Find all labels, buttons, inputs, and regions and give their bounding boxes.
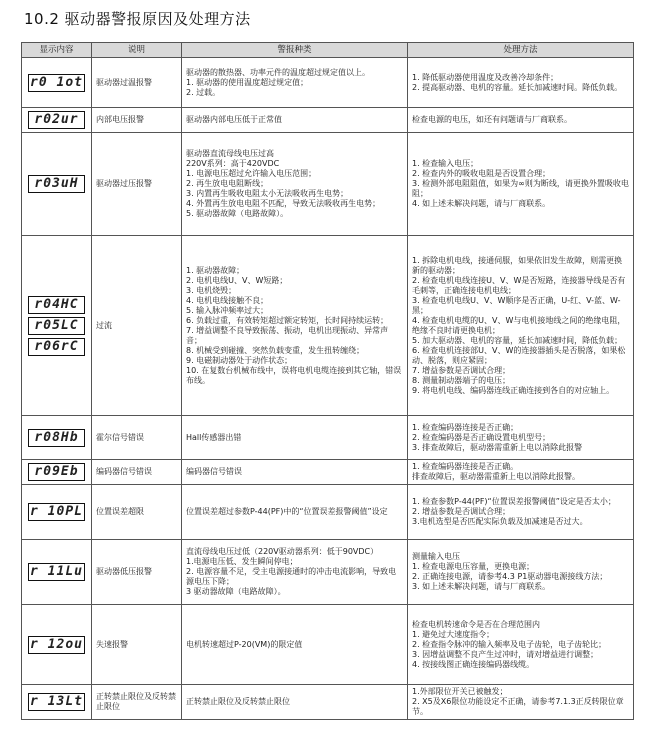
alarm-code: r 13Lt <box>28 693 85 711</box>
text-line: 2. X5及X6限位功能设定不正确，请参考7.1.3正反转限位章节。 <box>412 697 624 716</box>
alarm-code: r06rC <box>28 338 85 356</box>
alarm-code: r08Hb <box>28 429 85 447</box>
table-row <box>22 236 634 416</box>
text-line: 2. 正确连接电源，请参考4.3 P1驱动器电源接线方法； <box>412 572 608 581</box>
display-code-cell <box>22 605 92 685</box>
alarm-code: r 12ou <box>28 636 85 654</box>
text-line: 3 驱动器故障（电路故障）。 <box>186 587 286 596</box>
description-cell: 位置误差超限 <box>92 485 182 540</box>
description-cell: 驱动器低压报警 <box>92 540 182 605</box>
description-cell: 过流 <box>92 236 182 416</box>
text-line: 检查电源的电压，如还有问题请与厂商联系。 <box>412 115 572 124</box>
text-line: 1. 避免过大速度指令； <box>412 629 495 639</box>
text-line: 7. 增益调整不良导致振荡、振动，电机出现振动、异常声音； <box>186 325 389 345</box>
text-line: 驱动器内部电压低于正常值 <box>186 115 282 124</box>
text-line: 1.电源电压低、发生瞬间停电； <box>186 557 298 566</box>
text-line: 1. 驱动器故障； <box>186 265 245 275</box>
table-row <box>22 58 634 108</box>
text-line: 8. 机械受到碰撞、突然负载变重，发生扭转缠绕； <box>186 345 365 355</box>
text-line: 3.电机选型是否匹配实际负载及加减速是否过大。 <box>412 517 588 526</box>
text-line: 2. 检查内外的吸收电阻是否设置合理； <box>412 169 551 178</box>
solution-cell <box>408 236 634 416</box>
text-line: 1. 驱动器的使用温度超过规定值； <box>186 77 309 87</box>
text-line: 2. 电源容量不足，受主电源接通时的冲击电流影响，导致电源电压下降； <box>186 567 397 586</box>
text-line: 5. 加大驱动器、电机的容量，延长加减速时间，降低负载； <box>412 335 623 345</box>
table-row <box>22 108 634 133</box>
description-cell: 编码器信号错误 <box>92 460 182 485</box>
text-line: 排查故障后，驱动器需重新上电以消除此报警。 <box>412 472 580 481</box>
text-line: 1. 检查输入电压； <box>412 159 479 168</box>
text-line: 5. 输入脉冲频率过大； <box>186 305 269 315</box>
text-line: 8. 测量制动器端子的电压； <box>412 375 511 385</box>
text-line: 2. 增益参数是否调试合理； <box>412 507 511 516</box>
display-code-cell <box>22 540 92 605</box>
alarm-type-cell <box>182 58 408 108</box>
text-line: 3. 如上述未解决问题，请与厂商联系。 <box>412 582 551 591</box>
text-line: 220V系列：高于420VDC <box>186 159 280 168</box>
alarm-type-cell <box>182 236 408 416</box>
alarm-table <box>21 42 634 720</box>
alarm-type-cell <box>182 460 408 485</box>
text-line: 测量输入电压 <box>412 552 460 561</box>
display-code-cell <box>22 460 92 485</box>
table-body <box>22 58 634 720</box>
alarm-type-cell <box>182 605 408 685</box>
text-line: 6. 负载过重，有效转矩超过额定转矩，长时间持续运转； <box>186 315 389 325</box>
display-code-cell <box>22 133 92 236</box>
display-code-cell <box>22 685 92 720</box>
alarm-type-cell <box>182 416 408 460</box>
alarm-code: r05LC <box>28 317 85 335</box>
table-row <box>22 605 634 685</box>
text-line: 2. 过载。 <box>186 87 221 97</box>
display-code-cell <box>22 236 92 416</box>
display-code-cell <box>22 58 92 108</box>
text-line: 3. 因增益调整不良产生过冲时，请对增益进行调整； <box>412 649 599 659</box>
alarm-code: r 10PL <box>28 503 85 521</box>
header-description: 说明 <box>92 43 182 58</box>
alarm-type-cell <box>182 540 408 605</box>
text-line: 1. 检查编码器连接是否正确。 <box>412 462 519 471</box>
solution-cell <box>408 108 634 133</box>
table-row <box>22 485 634 540</box>
text-line: 2. 检查电机电线连接U、V、W是否短路，连接器导线是否有毛刺等，正确连接电机电线； <box>412 275 626 295</box>
display-code-cell <box>22 485 92 540</box>
description-cell: 正转禁止限位及反转禁止限位 <box>92 685 182 720</box>
alarm-type-cell <box>182 485 408 540</box>
alarm-code: r0 1ot <box>28 74 85 92</box>
alarm-code: r02ur <box>28 111 85 129</box>
text-line: 电机转速超过P-20(VM)的限定值 <box>186 639 303 649</box>
text-line: 2. 提高驱动器、电机的容量。延长加减速时间。降低负载。 <box>412 82 623 92</box>
alarm-code: r03uH <box>28 175 85 193</box>
header-solution: 处理方法 <box>408 43 634 58</box>
description-cell: 失速报警 <box>92 605 182 685</box>
text-line: 位置误差超过参数P-44(PF)中的“位置误差报警阈值”设定 <box>186 507 388 516</box>
text-line: 2. 检查编码器是否正确设置电机型号； <box>412 432 551 442</box>
text-line: 3. 排查故障后，驱动器需重新上电以消除此报警 <box>412 442 583 452</box>
text-line: 7. 增益参数是否调试合理； <box>412 365 511 375</box>
text-line: 2. 检查指令脉冲的输入频率及电子齿轮，电子齿轮比； <box>412 639 607 649</box>
display-code-cell <box>22 416 92 460</box>
table-row <box>22 460 634 485</box>
text-line: 1. 拆除电机电线，接通伺服，如果依旧发生故障，则需更换新的驱动器； <box>412 255 623 275</box>
table-row <box>22 685 634 720</box>
text-line: 5. 驱动器故障（电路故障）。 <box>186 209 289 218</box>
text-line: 3. 检测外部电阻阻值，如果为∞则为断线，请更换外置吸收电阻； <box>412 179 629 198</box>
table-header-row <box>22 43 634 58</box>
text-line: Hall传感器出错 <box>186 432 242 442</box>
table-row <box>22 133 634 236</box>
alarm-type-cell <box>182 108 408 133</box>
solution-cell <box>408 540 634 605</box>
text-line: 3. 内置再生吸收电阻太小无法吸收再生电势； <box>186 189 349 198</box>
text-line: 10. 在复数台机械布线中，误将电机电缆连接到其它轴，错误布线。 <box>186 365 402 385</box>
text-line: 编码器信号错误 <box>186 467 242 476</box>
text-line: 2. 电机电线U、V、W短路； <box>186 275 288 285</box>
text-line: 1. 电源电压超过允许输入电压范围； <box>186 169 317 178</box>
text-line: 检查电机转速命令是否在合理范围内 <box>412 619 540 629</box>
text-line: 1. 检查参数P-44(PF)“位置误差报警阈值”设定是否太小； <box>412 497 616 506</box>
alarm-code: r 11Lu <box>28 563 85 581</box>
text-line: 驱动器的散热器、功率元件的温度超过规定值以上。 <box>186 67 370 77</box>
solution-cell <box>408 460 634 485</box>
solution-cell <box>408 133 634 236</box>
alarm-type-cell <box>182 133 408 236</box>
display-code-cell <box>22 108 92 133</box>
text-line: 驱动器直流母线电压过高 <box>186 149 274 158</box>
text-line: 4. 电机电线接触不良； <box>186 295 269 305</box>
description-cell: 内部电压报警 <box>92 108 182 133</box>
text-line: 3. 电机烧毁； <box>186 285 237 295</box>
text-line: 正转禁止限位及反转禁止限位 <box>186 697 290 706</box>
solution-cell <box>408 485 634 540</box>
alarm-code: r04HC <box>28 296 85 314</box>
text-line: 1. 检查电源电压容量，更换电源； <box>412 562 535 571</box>
solution-cell <box>408 605 634 685</box>
solution-cell <box>408 685 634 720</box>
header-alarm-type: 警报种类 <box>182 43 408 58</box>
text-line: 1. 降低驱动器使用温度及改善冷却条件； <box>412 72 559 82</box>
text-line: 3. 检查电机电线U、V、W顺序是否正确，U-红、V-蓝、W-黑； <box>412 295 621 315</box>
text-line: 1. 检查编码器连接是否正确； <box>412 422 519 432</box>
text-line: 4. 按接线图正确连接编码器线缆。 <box>412 659 535 669</box>
text-line: 4. 如上述未解决问题，请与厂商联系。 <box>412 199 551 208</box>
description-cell: 霍尔信号错误 <box>92 416 182 460</box>
text-line: 直流母线电压过低（220V驱动器系列：低于90VDC） <box>186 547 379 556</box>
text-line: 9. 电磁制动器处于动作状态； <box>186 355 293 365</box>
section-title: 10.2 驱动器警报原因及处理方法 <box>24 10 251 28</box>
alarm-type-cell <box>182 685 408 720</box>
alarm-code: r09Eb <box>28 463 85 481</box>
table-row <box>22 540 634 605</box>
text-line: 2. 再生放电电阻断线； <box>186 179 269 188</box>
text-line: 1.外部限位开关已被触发； <box>412 687 508 696</box>
table-row <box>22 416 634 460</box>
header-display: 显示内容 <box>22 43 92 58</box>
text-line: 4. 外置再生放电电阻不匹配，导致无法吸收再生电势； <box>186 199 381 208</box>
text-line: 6. 检查电机连接部U、V、W的连接器插头是否脱落，如果松动、脱落，则应紧固； <box>412 345 626 365</box>
description-cell: 驱动器过温报警 <box>92 58 182 108</box>
text-line: 9. 将电机电线、编码器连线正确连接到各自的对应轴上。 <box>412 385 615 395</box>
solution-cell <box>408 58 634 108</box>
text-line: 4. 检查电机电缆的U、V、W与电机接地线之间的绝缘电阻，绝缘不良时请更换电机； <box>412 315 626 335</box>
solution-cell <box>408 416 634 460</box>
description-cell: 驱动器过压报警 <box>92 133 182 236</box>
